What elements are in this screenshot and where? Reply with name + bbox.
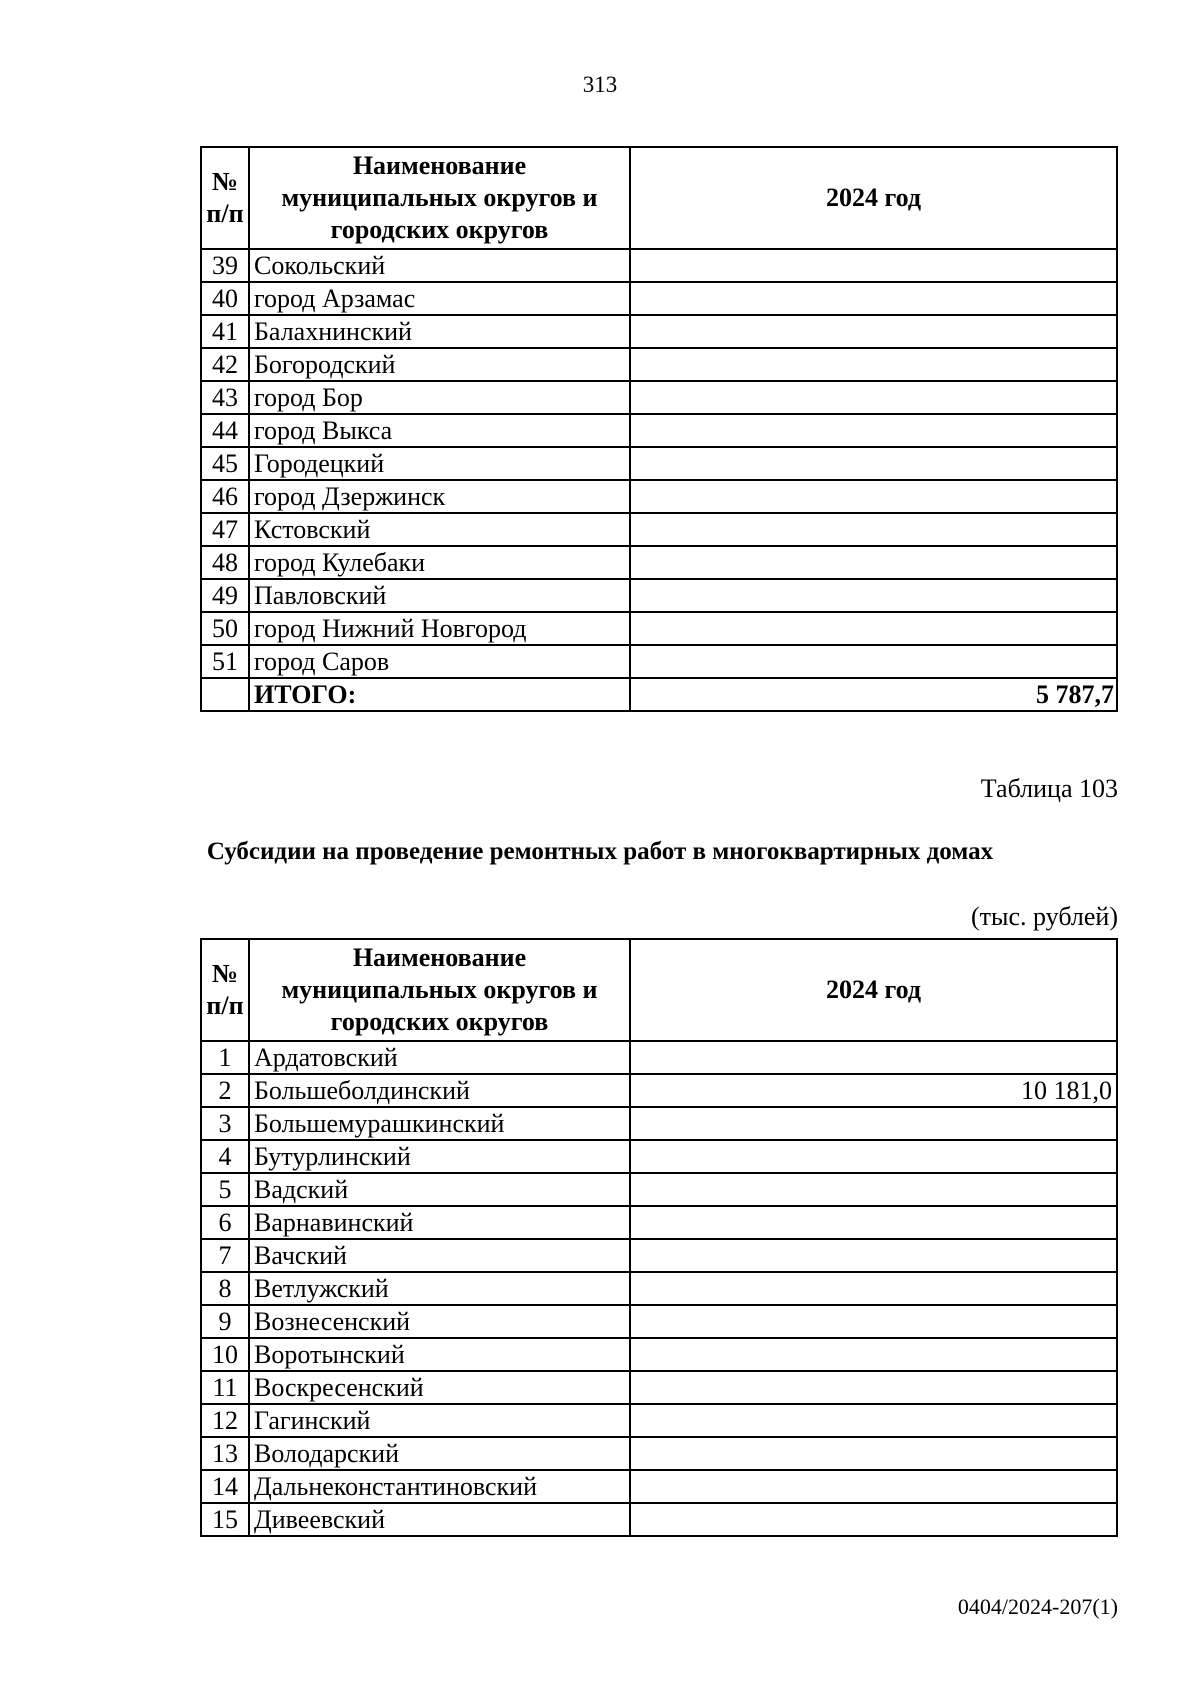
row-value xyxy=(630,282,1117,315)
row-number: 40 xyxy=(201,282,249,315)
row-name: Бутурлинский xyxy=(249,1140,630,1173)
row-name: Дальнеконстантиновский xyxy=(249,1470,630,1503)
table-row xyxy=(201,480,1117,513)
row-number: 47 xyxy=(201,513,249,546)
row-number: 44 xyxy=(201,414,249,447)
row-value xyxy=(630,1503,1117,1536)
table-row xyxy=(201,546,1117,579)
row-name: Городецкий xyxy=(249,447,630,480)
row-number: 1 xyxy=(201,1041,249,1074)
row-value xyxy=(630,1140,1117,1173)
table-row xyxy=(201,612,1117,645)
table-row xyxy=(201,513,1117,546)
table-row xyxy=(201,1041,1117,1074)
table-1 xyxy=(200,146,1118,712)
table-2-header-row xyxy=(201,939,1117,1041)
row-number: 8 xyxy=(201,1272,249,1305)
row-value xyxy=(630,1206,1117,1239)
row-name: город Дзержинск xyxy=(249,480,630,513)
table-row xyxy=(201,249,1117,282)
row-value xyxy=(630,1470,1117,1503)
row-value xyxy=(630,1371,1117,1404)
row-number: 11 xyxy=(201,1371,249,1404)
row-number: 2 xyxy=(201,1074,249,1107)
table-row xyxy=(201,579,1117,612)
header-name: Наименование муниципальных округов и городских округов xyxy=(249,939,630,1041)
table-row xyxy=(201,1206,1117,1239)
row-name: Гагинский xyxy=(249,1404,630,1437)
row-name: город Арзамас xyxy=(249,282,630,315)
row-value xyxy=(630,249,1117,282)
table-1-header-row xyxy=(201,147,1117,249)
row-value xyxy=(630,513,1117,546)
total-row xyxy=(201,678,1117,711)
row-number: 10 xyxy=(201,1338,249,1371)
table-label: Таблица 103 xyxy=(980,774,1118,803)
row-name: Воскресенский xyxy=(249,1371,630,1404)
table-row xyxy=(201,1272,1117,1305)
row-name: Кстовский xyxy=(249,513,630,546)
table-row xyxy=(201,1404,1117,1437)
row-number: 39 xyxy=(201,249,249,282)
table-row xyxy=(201,315,1117,348)
units-label: (тыс. рублей) xyxy=(970,902,1118,931)
row-number: 9 xyxy=(201,1305,249,1338)
header-year: 2024 год xyxy=(630,939,1117,1041)
row-value xyxy=(630,1173,1117,1206)
row-name: Вадский xyxy=(249,1173,630,1206)
row-number: 43 xyxy=(201,381,249,414)
table-2 xyxy=(200,938,1118,1537)
row-value xyxy=(630,1107,1117,1140)
row-name: Большемурашкинский xyxy=(249,1107,630,1140)
row-number: 50 xyxy=(201,612,249,645)
row-value xyxy=(630,414,1117,447)
row-number: 51 xyxy=(201,645,249,678)
table-row xyxy=(201,348,1117,381)
row-name: Павловский xyxy=(249,579,630,612)
row-name: город Саров xyxy=(249,645,630,678)
row-value xyxy=(630,348,1117,381)
table-row xyxy=(201,1338,1117,1371)
table-row xyxy=(201,1437,1117,1470)
row-number: 49 xyxy=(201,579,249,612)
row-value xyxy=(630,1239,1117,1272)
row-name: Сокольский xyxy=(249,249,630,282)
table-row xyxy=(201,1305,1117,1338)
document-code: 0404/2024-207(1) xyxy=(957,1594,1118,1619)
row-number: 14 xyxy=(201,1470,249,1503)
row-value xyxy=(630,1305,1117,1338)
table-row xyxy=(201,1470,1117,1503)
row-value xyxy=(630,579,1117,612)
row-name: Дивеевский xyxy=(249,1503,630,1536)
row-name: Богородский xyxy=(249,348,630,381)
row-number: 6 xyxy=(201,1206,249,1239)
row-value xyxy=(630,447,1117,480)
row-name: Вознесенский xyxy=(249,1305,630,1338)
row-value xyxy=(630,1041,1117,1074)
row-name: Вачский xyxy=(249,1239,630,1272)
table-row xyxy=(201,414,1117,447)
row-number: 42 xyxy=(201,348,249,381)
header-num: № п/п xyxy=(201,939,249,1041)
row-number: 45 xyxy=(201,447,249,480)
row-number: 48 xyxy=(201,546,249,579)
row-number: 41 xyxy=(201,315,249,348)
header-num: № п/п xyxy=(201,147,249,249)
row-value xyxy=(630,381,1117,414)
row-number: 4 xyxy=(201,1140,249,1173)
row-number: 15 xyxy=(201,1503,249,1536)
row-value xyxy=(630,645,1117,678)
row-number: 46 xyxy=(201,480,249,513)
table-row xyxy=(201,1173,1117,1206)
row-name: город Кулебаки xyxy=(249,546,630,579)
row-value xyxy=(630,1404,1117,1437)
table-row xyxy=(201,1503,1117,1536)
row-name: город Бор xyxy=(249,381,630,414)
page-number: 313 xyxy=(582,72,618,97)
header-name: Наименование муниципальных округов и городских округов xyxy=(249,147,630,249)
row-name: Большеболдинский xyxy=(249,1074,630,1107)
row-name: город Выкса xyxy=(249,414,630,447)
total-label: ИТОГО: xyxy=(249,678,630,711)
row-value xyxy=(630,1338,1117,1371)
row-number: 5 xyxy=(201,1173,249,1206)
table-row xyxy=(201,1107,1117,1140)
header-year: 2024 год xyxy=(630,147,1117,249)
row-name: Ветлужский xyxy=(249,1272,630,1305)
row-name: Воротынский xyxy=(249,1338,630,1371)
table-row xyxy=(201,447,1117,480)
row-value xyxy=(630,1272,1117,1305)
row-name: Володарский xyxy=(249,1437,630,1470)
row-value: 10 181,0 xyxy=(630,1074,1117,1107)
row-number: 3 xyxy=(201,1107,249,1140)
table-row xyxy=(201,1371,1117,1404)
row-name: город Нижний Новгород xyxy=(249,612,630,645)
table-row xyxy=(201,1239,1117,1272)
row-number: 12 xyxy=(201,1404,249,1437)
row-name: Варнавинский xyxy=(249,1206,630,1239)
table-row xyxy=(201,381,1117,414)
row-value xyxy=(630,612,1117,645)
row-value xyxy=(630,1437,1117,1470)
row-number: 7 xyxy=(201,1239,249,1272)
total-value: 5 787,7 xyxy=(630,678,1117,711)
row-value xyxy=(630,546,1117,579)
table-row xyxy=(201,1074,1117,1107)
table-row xyxy=(201,1140,1117,1173)
row-number: 13 xyxy=(201,1437,249,1470)
row-value xyxy=(630,315,1117,348)
total-empty-cell xyxy=(201,678,249,711)
table-title: Субсидии на проведение ремонтных работ в многоквартирных домах xyxy=(206,838,994,865)
row-value xyxy=(630,480,1117,513)
row-name: Ардатовский xyxy=(249,1041,630,1074)
table-row xyxy=(201,645,1117,678)
table-row xyxy=(201,282,1117,315)
row-name: Балахнинский xyxy=(249,315,630,348)
